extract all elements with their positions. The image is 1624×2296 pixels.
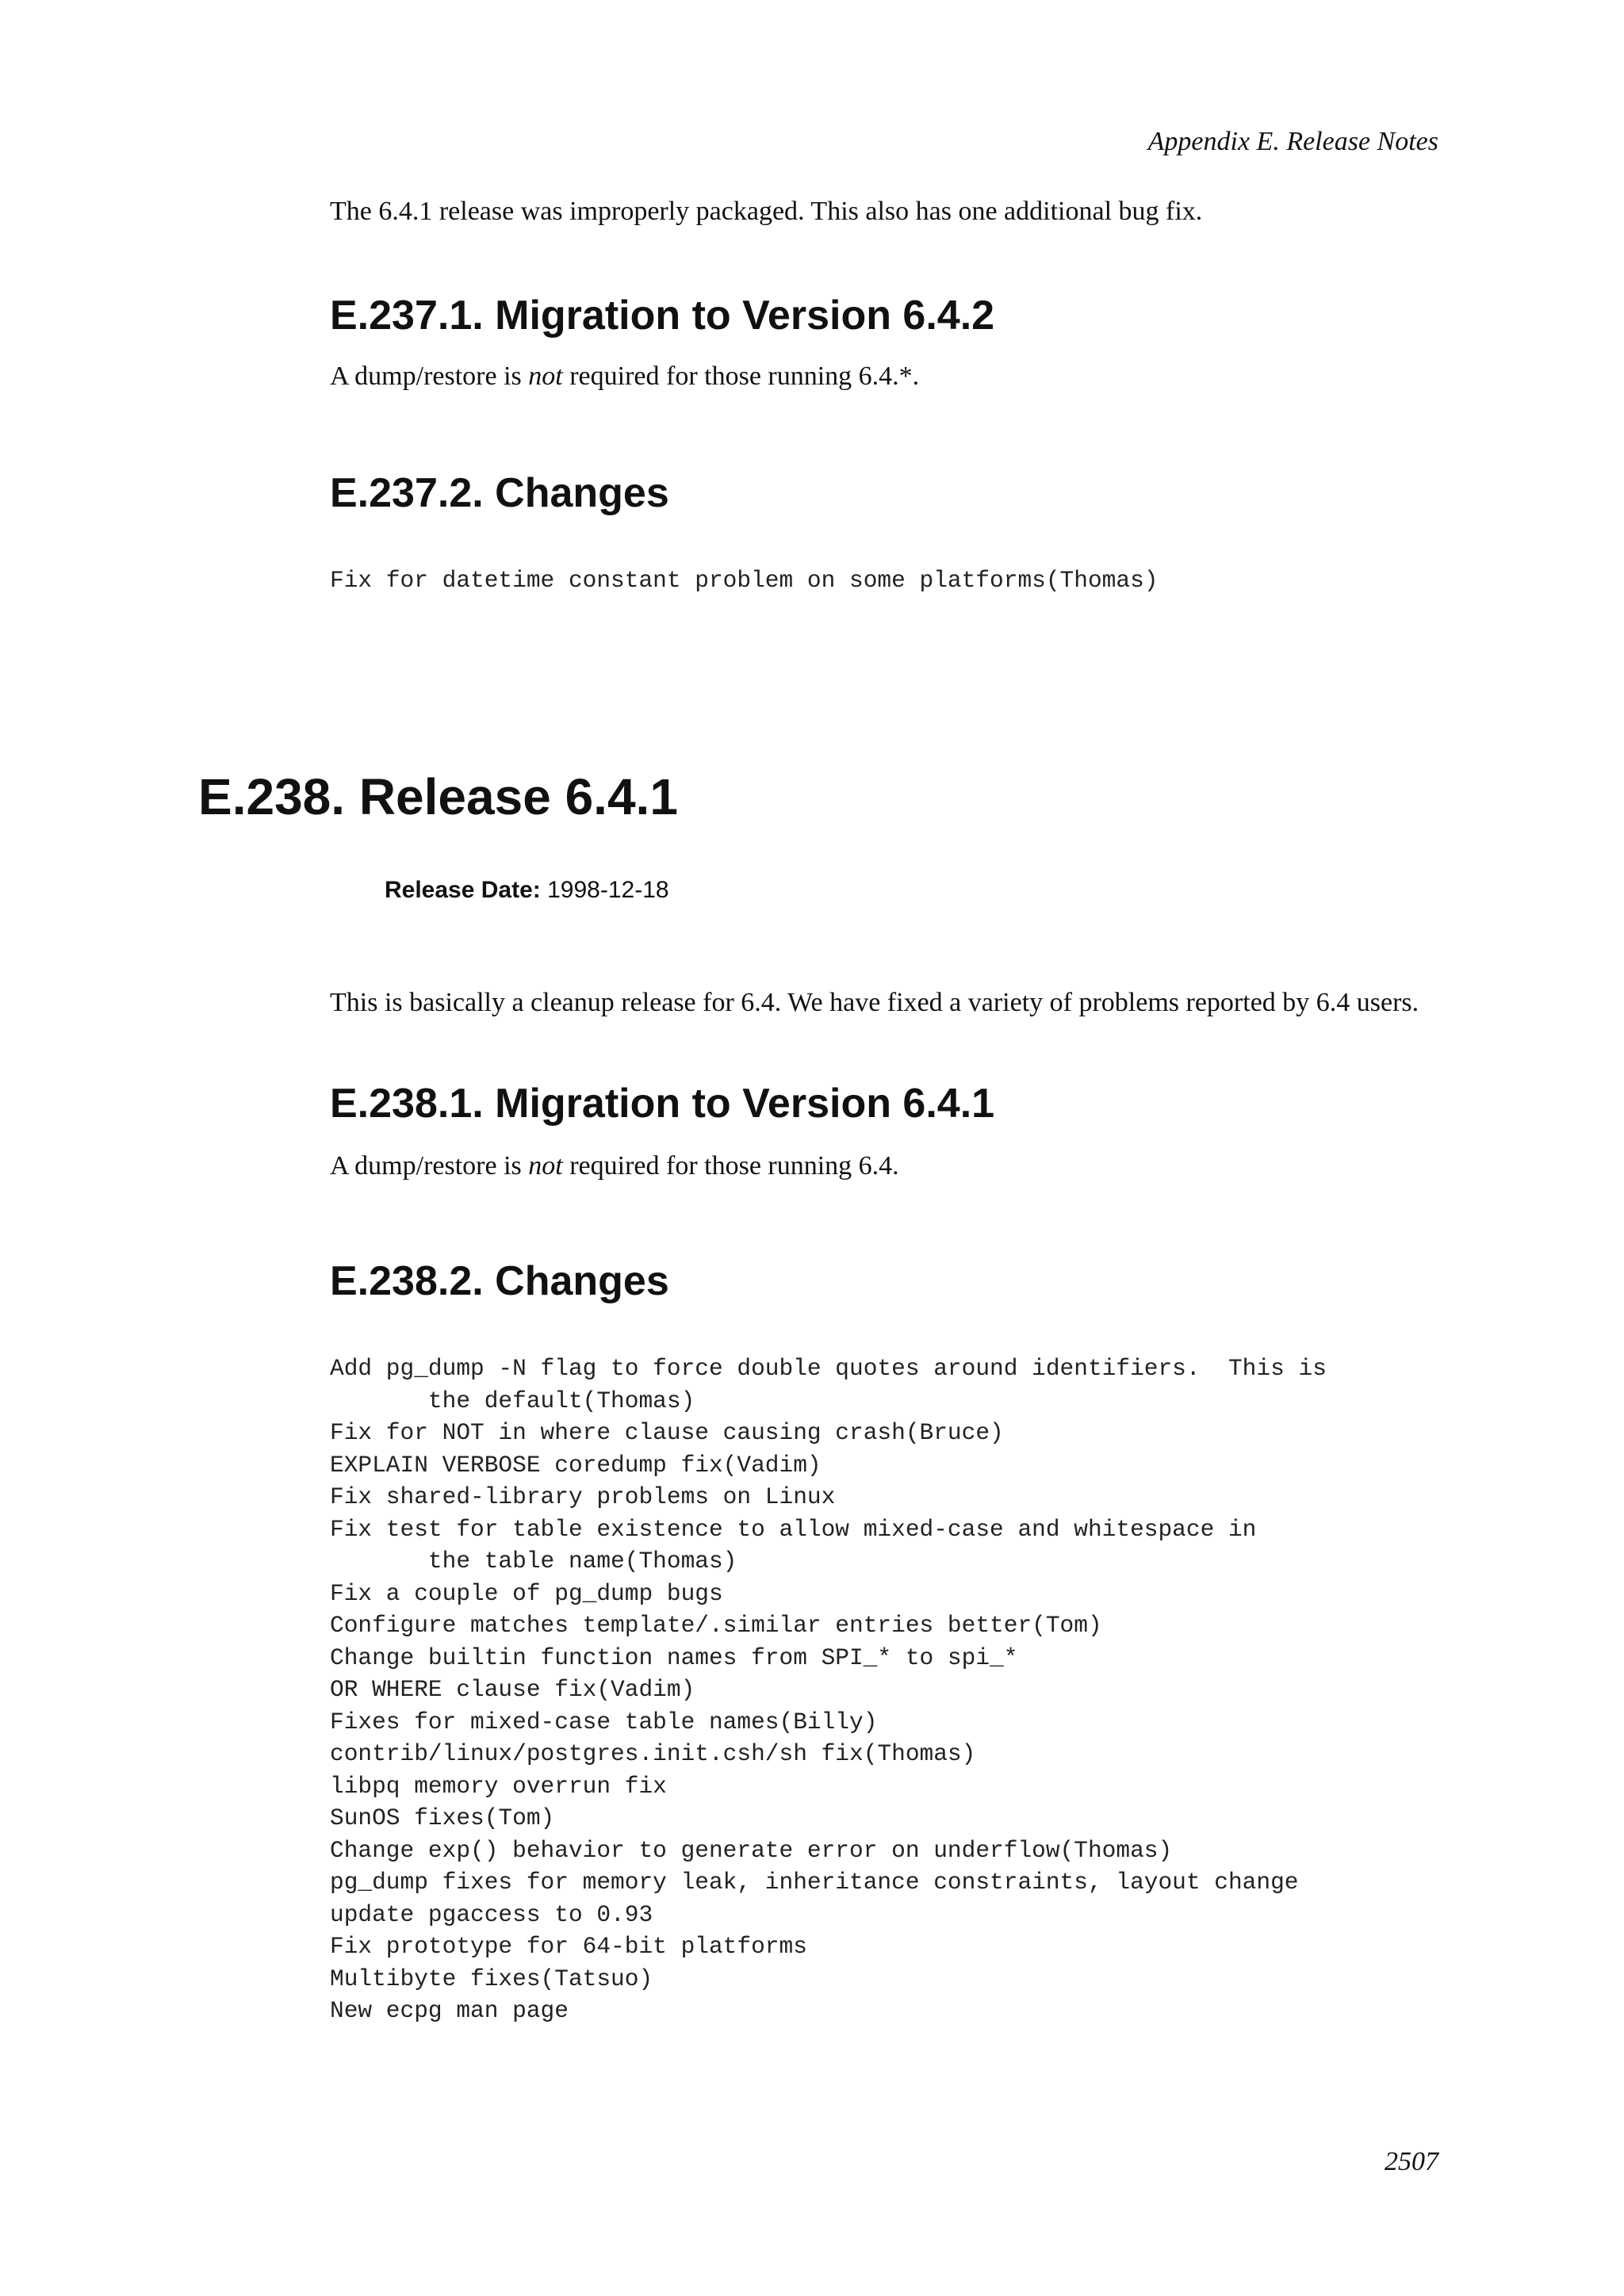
section-heading-e238-2: E.238.2. Changes	[330, 1258, 669, 1304]
running-header: Appendix E. Release Notes	[1147, 127, 1438, 156]
chapter-heading-e238: E.238. Release 6.4.1	[198, 768, 678, 825]
section-heading-e237-1: E.237.1. Migration to Version 6.4.2	[330, 293, 995, 339]
release-date: Release Date: 1998-12-18	[385, 877, 669, 903]
changes-6-4-1-code: Add pg_dump -N flag to force double quotes around identifiers. This is the default(Thomas) Fix for NOT in where clause causing crash(Bruce) EXPLAIN VERBOSE coredump fix(Vadim) Fix shared-library problems on Linux Fix test for table existence to allow mixed-case and whitespace in the table name(Thomas) Fix a couple of pg_dump bugs Configure matches template/.similar entries better(Tom) Change builtin function names from SPI_* to spi_* OR WHERE clause fix(Vadim) Fixes for mixed-case table names(Billy) contrib/linux/postgres.init.csh/sh fix(Thomas) libpq memory overrun fix SunOS fixes(Tom) Change exp() behavior to generate error on underflow(Thomas) pg_dump fixes for memory leak, inheritance constraints, layout change update pgaccess to 0.93 Fix prototype for 64-bit platforms Multibyte fixes(Tatsuo) New ecpg man page	[330, 1355, 1327, 2024]
migration-6-4-1-text: A dump/restore is not required for those running 6.4.	[330, 1151, 899, 1181]
migration-6-4-2-text: A dump/restore is not required for those running 6.4.*.	[330, 362, 920, 391]
changes-6-4-2-code: Fix for datetime constant problem on some platforms(Thomas)	[330, 567, 1159, 594]
page-number: 2507	[1385, 2147, 1438, 2176]
section-heading-e237-2: E.237.2. Changes	[330, 470, 669, 516]
section-heading-e238-1: E.238.1. Migration to Version 6.4.1	[330, 1081, 995, 1127]
release-6-4-1-intro: This is basically a cleanup release for 6.4. We have fixed a variety of problems reported by 6.4 users.	[330, 988, 1419, 1017]
release-6-4-2-intro: The 6.4.1 release was improperly packaged. This also has one additional bug fix.	[330, 197, 1203, 226]
